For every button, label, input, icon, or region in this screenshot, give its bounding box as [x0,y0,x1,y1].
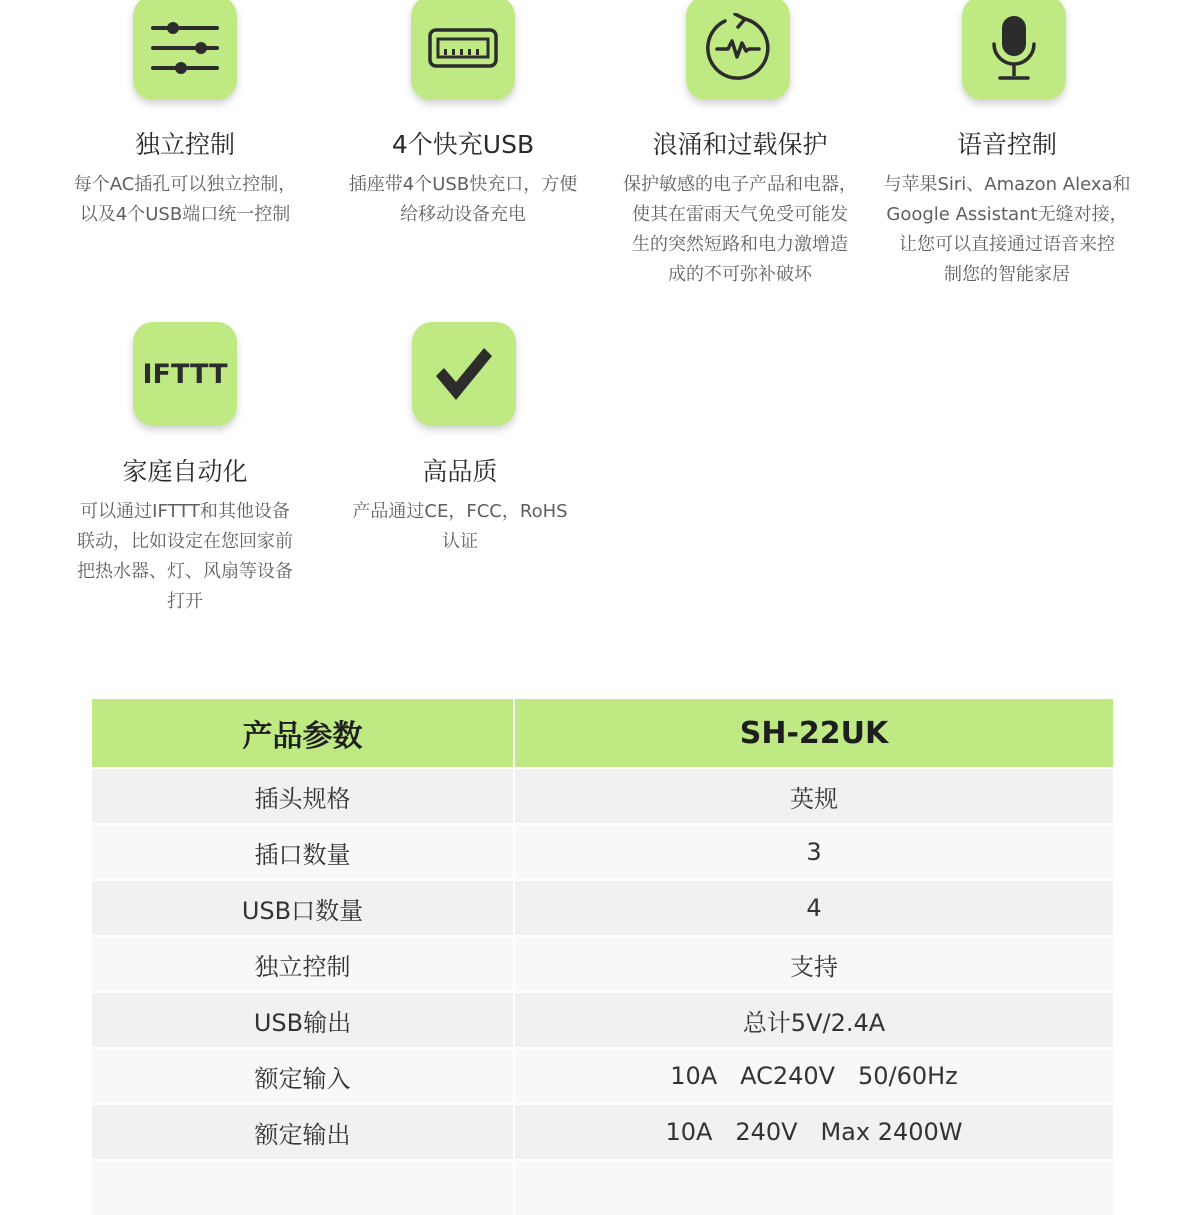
spec-table-header-row [92,699,1113,768]
feature-description-line: 保护敏感的电子产品和电器， [623,174,857,195]
feature-description-line: 与苹果Siri、Amazon Alexa和 [883,174,1131,195]
feature-description-line: 产品通过CE，FCC，RoHS [352,501,568,522]
spec-value: 3 [514,824,1113,880]
feature-independent-control [50,0,320,240]
spec-value: 英规 [514,768,1113,824]
feature-description-line: 插座带4个USB快充口，方便 [348,174,578,195]
spec-label: 插口数量 [92,824,514,880]
feature-description-line: Google Assistant无缝对接， [886,204,1128,225]
feature-voice-control [872,0,1142,300]
feature-title: 高品质 [422,457,498,486]
feature-icon-tile [686,0,790,100]
table-row [92,1104,1113,1160]
spec-table-header-model: SH-22UK [514,699,1113,768]
spec-label: USB口数量 [92,880,514,936]
spec-label: 插头规格 [92,768,514,824]
spec-value [514,1160,1113,1215]
spec-label [92,1160,514,1215]
feature-home-automation [50,322,320,622]
spec-value: 4 [514,880,1113,936]
feature-icon-tile [962,0,1066,100]
spec-value: 10A 240V Max 2400W [514,1104,1113,1160]
feature-description [50,497,320,617]
feature-title: 语音控制 [956,130,1057,159]
feature-icon-tile [411,0,515,100]
spec-label: 额定输入 [92,1048,514,1104]
surge-protection-icon [703,13,773,83]
feature-description-line: 成的不可弥补破坏 [668,264,812,285]
table-row [92,1160,1113,1215]
spec-value: 支持 [514,936,1113,992]
table-row [92,824,1113,880]
feature-description [325,497,595,557]
feature-icon-tile [133,322,237,426]
spec-value: 10A AC240V 50/60Hz [514,1048,1113,1104]
feature-description-line: 每个AC插孔可以独立控制， [73,174,297,195]
feature-surge-protection [605,0,875,300]
feature-title: 4个快充USB [391,130,535,159]
feature-description-line: 打开 [167,591,203,612]
feature-description-line: 给移动设备充电 [400,204,526,225]
feature-description [50,170,320,230]
feature-description-line: 联动，比如设定在您回家前 [77,531,293,552]
usb-port-icon [428,28,498,68]
table-row [92,992,1113,1048]
feature-description [872,170,1142,290]
microphone-icon [989,14,1039,82]
spec-label: USB输出 [92,992,514,1048]
feature-description-line: 以及4个USB端口统一控制 [79,204,291,225]
table-row [92,768,1113,824]
table-row [92,936,1113,992]
table-row [92,880,1113,936]
ifttt-icon: IFTTT [142,358,228,390]
feature-description-line: 使其在雷雨天气免受可能发 [632,204,848,225]
spec-value: 总计5V/2.4A [514,992,1113,1048]
spec-label: 独立控制 [92,936,514,992]
feature-high-quality [325,322,595,562]
spec-table-header-label: 产品参数 [92,699,514,768]
feature-icon-tile [133,0,237,100]
feature-title: 家庭自动化 [122,457,248,486]
feature-description-line: 可以通过IFTTT和其他设备 [80,501,290,522]
sliders-icon [151,18,219,78]
feature-description-line: 生的突然短路和电力激增造 [632,234,848,255]
feature-description-line: 认证 [442,531,478,552]
feature-description [328,170,598,230]
checkmark-icon [434,346,494,402]
feature-description-line: 把热水器、灯、风扇等设备 [77,561,293,582]
feature-title: 浪涌和过载保护 [652,130,828,159]
feature-description [605,170,875,290]
table-row [92,1048,1113,1104]
spec-table [92,699,1113,1215]
feature-title: 独立控制 [134,130,235,159]
feature-fast-charge-usb [328,0,598,240]
feature-icon-tile [412,322,516,426]
feature-description-line: 制您的智能家居 [944,264,1070,285]
spec-label: 额定输出 [92,1104,514,1160]
feature-description-line: 让您可以直接通过语音来控 [899,234,1115,255]
